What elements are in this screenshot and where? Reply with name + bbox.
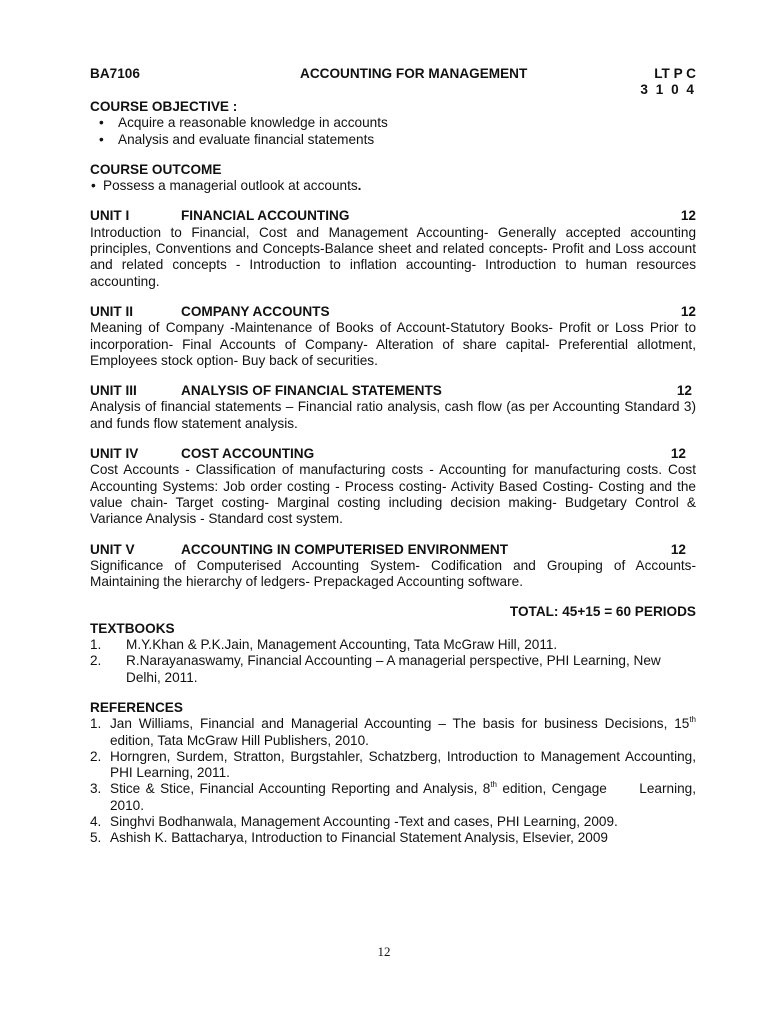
unit-3 bbox=[90, 383, 696, 432]
item-number: 5. bbox=[90, 830, 102, 846]
item-number: 3. bbox=[90, 781, 102, 797]
list-item: 2. Horngren, Surdem, Stratton, Burgstahler, Schatzberg, Introduction to Management Accounting, PHI Learning, 2011. bbox=[90, 748, 696, 781]
unit-title: ANALYSIS OF FINANCIAL STATEMENTS bbox=[181, 383, 442, 399]
references-list bbox=[90, 715, 700, 846]
unit-number: UNIT I bbox=[90, 208, 130, 224]
unit-1 bbox=[90, 208, 696, 289]
item-number: 2. bbox=[90, 748, 102, 764]
unit-hours: 12 bbox=[680, 303, 696, 319]
item-number: 1. bbox=[90, 637, 102, 653]
outcome-title: COURSE OUTCOME bbox=[90, 161, 222, 177]
unit-title: ACCOUNTING IN COMPUTERISED ENVIRONMENT bbox=[181, 541, 509, 557]
list-item: • Analysis and evaluate financial statements bbox=[90, 132, 696, 148]
unit-number: UNIT IV bbox=[90, 446, 139, 462]
unit-description: Significance of Computerised Accounting System- Codification and Grouping of Accounts- Maintaining the hierarchy of ledgers- Prepackaged Accounting software. bbox=[90, 557, 696, 590]
unit-title: FINANCIAL ACCOUNTING bbox=[181, 208, 350, 224]
item-number: 2. bbox=[90, 653, 102, 669]
course-code: BA7106 bbox=[90, 66, 140, 81]
total-periods: TOTAL: 45+15 = 60 PERIODS bbox=[509, 604, 696, 620]
list-item: 4. Singhvi Bodhanwala, Management Accounting -Text and cases, PHI Learning, 2009. bbox=[90, 813, 618, 829]
list-item: 1. M.Y.Khan & P.K.Jain, Management Accounting, Tata McGraw Hill, 2011. bbox=[90, 637, 558, 653]
ltpc-values: 3 1 0 4 bbox=[640, 82, 696, 97]
unit-hours: 12 bbox=[670, 446, 686, 462]
unit-2 bbox=[90, 304, 696, 369]
unit-heading bbox=[90, 208, 696, 224]
unit-description: Meaning of Company -Maintenance of Books of Account-Statutory Books- Profit or Loss Prior to incorporation- Final Accounts of Company- Alteration of share capital- Preferential allotment, Employees stock option- Buy back of securities. bbox=[90, 320, 696, 368]
page-number: 12 bbox=[377, 944, 391, 959]
unit-number: UNIT V bbox=[90, 541, 135, 557]
references-title: REFERENCES bbox=[90, 699, 183, 715]
unit-number: UNIT II bbox=[90, 303, 134, 319]
course-title: ACCOUNTING FOR MANAGEMENT bbox=[300, 66, 528, 81]
textbooks-list bbox=[90, 637, 696, 686]
list-item: 2. R.Narayanaswamy, Financial Accounting – A managerial perspective, PHI Learning, New Delhi, 2011. bbox=[90, 653, 661, 685]
list-item: • Possess a managerial outlook at accounts. bbox=[90, 178, 696, 194]
course-header bbox=[90, 66, 696, 97]
unit-heading bbox=[90, 542, 696, 558]
unit-4 bbox=[90, 446, 696, 527]
list-item: 3. Stice & Stice, Financial Accounting Reporting and Analysis, 8th edition, Cengage Learning, 2010. bbox=[90, 780, 700, 813]
unit-5 bbox=[90, 542, 696, 591]
unit-heading bbox=[90, 304, 696, 320]
unit-hours: 12 bbox=[680, 208, 696, 224]
unit-hours: 12 bbox=[676, 383, 692, 399]
objective-list bbox=[90, 115, 696, 148]
unit-heading bbox=[90, 383, 696, 399]
unit-title: COMPANY ACCOUNTS bbox=[181, 303, 330, 319]
item-number: 4. bbox=[90, 813, 102, 829]
list-item: 1. Jan Williams, Financial and Managerial Accounting – The basis for business Decisions, 15th edition, Tata McGraw Hill Publishers, 2010. bbox=[90, 715, 696, 748]
unit-title: COST ACCOUNTING bbox=[181, 446, 315, 462]
unit-heading bbox=[90, 446, 696, 462]
unit-description: Cost Accounts - Classification of manufacturing costs - Accounting for manufacturing costs. Cost Accounting Systems: Job order costing - Process costing- Activity Based Costing- Costing and the value chain- Target costing- Marginal costing including decision making- Budgetary Control & Variance Analysis - Standard cost system. bbox=[90, 462, 696, 527]
unit-number: UNIT III bbox=[90, 383, 137, 399]
textbooks-title: TEXTBOOKS bbox=[90, 620, 175, 636]
unit-hours: 12 bbox=[670, 541, 686, 557]
syllabus-page bbox=[90, 66, 700, 847]
list-item: • Acquire a reasonable knowledge in accounts bbox=[90, 115, 696, 131]
objective-title: COURSE OBJECTIVE : bbox=[90, 99, 238, 114]
unit-description: Analysis of financial statements – Financial ratio analysis, cash flow (as per Accounting Standard 3) and funds flow statement analysis. bbox=[90, 399, 696, 431]
list-item: 5. Ashish K. Battacharya, Introduction to Financial Statement Analysis, Elsevier, 2009 bbox=[90, 830, 608, 846]
outcome-list bbox=[90, 178, 696, 194]
item-number: 1. bbox=[90, 716, 102, 732]
unit-description: Introduction to Financial, Cost and Management Accounting- Generally accepted accounting principles, Conventions and Concepts-Balance sheet and related concepts- Profit and Loss account and related concepts - Introduction to inflation accounting- Introduction to human resources accounting. bbox=[90, 224, 696, 289]
ltpc-label: LT P C bbox=[654, 66, 696, 81]
